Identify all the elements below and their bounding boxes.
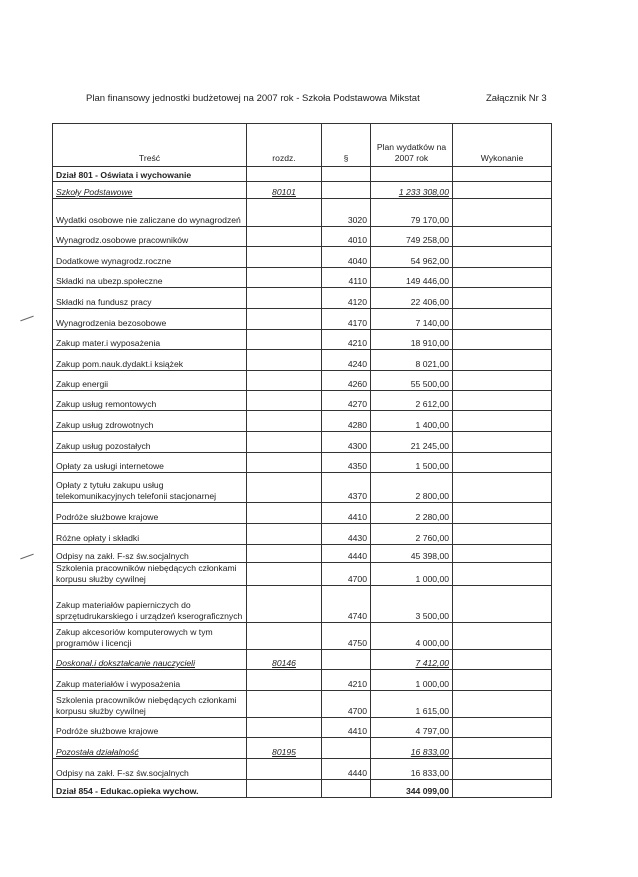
cell-description: Szkolenia pracowników niebędących członkami korpusu służby cywilnej (53, 691, 247, 718)
table-row (53, 247, 552, 268)
cell-paragraph (322, 167, 371, 182)
cell-paragraph: 4300 (322, 432, 371, 453)
cell-paragraph: 4040 (322, 247, 371, 268)
cell-plan-amount: 2 800,00 (371, 473, 453, 503)
cell-description: Odpisy na zakł. F-sz św.socjalnych (53, 759, 247, 780)
table-row (53, 227, 552, 247)
cell-paragraph (322, 780, 371, 798)
col-header-paragraph: § (322, 124, 371, 167)
cell-paragraph: 4410 (322, 503, 371, 524)
cell-plan-amount: 16 833,00 (371, 738, 453, 759)
cell-description: Zakup usług pozostałych (53, 432, 247, 453)
cell-plan-amount: 8 021,00 (371, 350, 453, 371)
cell-execution (453, 738, 552, 759)
cell-description: Odpisy na zakł. F-sz św.socjalnych (53, 545, 247, 563)
cell-paragraph (322, 182, 371, 199)
cell-rozdzial (247, 199, 322, 227)
cell-paragraph: 4260 (322, 371, 371, 391)
cell-description: Zakup akcesoriów komputerowych w tym programów i licencji (53, 623, 247, 650)
cell-rozdzial (247, 391, 322, 411)
cell-description: Różne opłaty i składki (53, 524, 247, 545)
table-row (53, 350, 552, 371)
cell-rozdzial (247, 718, 322, 738)
cell-rozdzial (247, 167, 322, 182)
cell-rozdzial (247, 330, 322, 350)
cell-rozdzial (247, 670, 322, 691)
cell-description: Szkolenia pracowników niebędących członkami korpusu służby cywilnej (53, 563, 247, 586)
cell-plan-amount (371, 167, 453, 182)
cell-rozdzial (247, 288, 322, 309)
cell-execution (453, 247, 552, 268)
cell-execution (453, 288, 552, 309)
cell-description: Opłaty za usługi internetowe (53, 453, 247, 473)
cell-description: Pozostała działalność (53, 738, 247, 759)
cell-paragraph (322, 650, 371, 670)
cell-paragraph: 4350 (322, 453, 371, 473)
cell-paragraph: 4270 (322, 391, 371, 411)
cell-rozdzial (247, 545, 322, 563)
cell-rozdzial (247, 586, 322, 623)
cell-plan-amount: 149 446,00 (371, 268, 453, 288)
budget-table (52, 123, 552, 798)
cell-paragraph: 4280 (322, 411, 371, 432)
cell-plan-amount: 2 280,00 (371, 503, 453, 524)
cell-execution (453, 503, 552, 524)
cell-description: Doskonal.i dokształcanie nauczycieli (53, 650, 247, 670)
cell-paragraph: 4210 (322, 670, 371, 691)
cell-description: Dział 801 - Oświata i wychowanie (53, 167, 247, 182)
cell-description: Wynagrodzenia bezosobowe (53, 309, 247, 330)
cell-paragraph: 4170 (322, 309, 371, 330)
cell-execution (453, 227, 552, 247)
cell-rozdzial: 80101 (247, 182, 322, 199)
cell-paragraph: 4120 (322, 288, 371, 309)
attachment-label: Załącznik Nr 3 (486, 93, 547, 104)
table-row (53, 473, 552, 503)
cell-execution (453, 411, 552, 432)
col-header-execution: Wykonanie (453, 124, 552, 167)
cell-description: Zakup usług zdrowotnych (53, 411, 247, 432)
cell-rozdzial (247, 623, 322, 650)
cell-execution (453, 371, 552, 391)
cell-plan-amount: 2 612,00 (371, 391, 453, 411)
table-header-row (53, 124, 552, 167)
cell-paragraph: 4210 (322, 330, 371, 350)
cell-plan-amount: 1 000,00 (371, 563, 453, 586)
table-row (53, 524, 552, 545)
cell-execution (453, 182, 552, 199)
table-row (53, 563, 552, 586)
cell-plan-amount: 4 797,00 (371, 718, 453, 738)
cell-paragraph: 4240 (322, 350, 371, 371)
scan-margin-mark (20, 554, 33, 560)
cell-plan-amount: 18 910,00 (371, 330, 453, 350)
cell-description: Zakup materiałów papierniczych do sprzętudrukarskiego i urządzeń kserograficznych (53, 586, 247, 623)
cell-rozdzial (247, 563, 322, 586)
table-row (53, 586, 552, 623)
col-header-rozdz: rozdz. (247, 124, 322, 167)
cell-paragraph: 4370 (322, 473, 371, 503)
subsection-row (53, 650, 552, 670)
col-header-desc: Treść (53, 124, 247, 167)
cell-description: Zakup mater.i wyposażenia (53, 330, 247, 350)
cell-description: Podróże służbowe krajowe (53, 503, 247, 524)
cell-execution (453, 718, 552, 738)
cell-plan-amount: 79 170,00 (371, 199, 453, 227)
cell-rozdzial (247, 411, 322, 432)
section-row (53, 167, 552, 182)
document-title: Plan finansowy jednostki budżetowej na 2007 rok - Szkoła Podstawowa Mikstat (86, 93, 420, 104)
cell-description: Dział 854 - Edukac.opieka wychow. (53, 780, 247, 798)
cell-execution (453, 545, 552, 563)
cell-rozdzial (247, 247, 322, 268)
table-row (53, 691, 552, 718)
table-row (53, 309, 552, 330)
cell-plan-amount: 1 615,00 (371, 691, 453, 718)
cell-paragraph: 4700 (322, 691, 371, 718)
table-row (53, 623, 552, 650)
cell-plan-amount: 1 000,00 (371, 670, 453, 691)
table-body (53, 167, 552, 798)
cell-rozdzial (247, 350, 322, 371)
cell-description: Zakup pom.nauk.dydakt.i książek (53, 350, 247, 371)
subsection-row (53, 182, 552, 199)
cell-paragraph: 4430 (322, 524, 371, 545)
table-row (53, 718, 552, 738)
cell-execution (453, 199, 552, 227)
cell-rozdzial (247, 691, 322, 718)
col-header-plan: Plan wydatków na 2007 rok (371, 124, 453, 167)
cell-description: Szkoły Podstawowe (53, 182, 247, 199)
cell-execution (453, 691, 552, 718)
cell-paragraph: 4700 (322, 563, 371, 586)
cell-rozdzial (247, 309, 322, 330)
cell-plan-amount: 21 245,00 (371, 432, 453, 453)
cell-paragraph: 4740 (322, 586, 371, 623)
table-row (53, 268, 552, 288)
cell-plan-amount: 54 962,00 (371, 247, 453, 268)
table-row (53, 371, 552, 391)
cell-description: Składki na fundusz pracy (53, 288, 247, 309)
cell-execution (453, 330, 552, 350)
cell-paragraph: 4750 (322, 623, 371, 650)
cell-paragraph: 4440 (322, 545, 371, 563)
cell-paragraph: 4440 (322, 759, 371, 780)
cell-execution (453, 309, 552, 330)
cell-description: Wydatki osobowe nie zaliczane do wynagrodzeń (53, 199, 247, 227)
cell-plan-amount: 7 140,00 (371, 309, 453, 330)
cell-paragraph (322, 738, 371, 759)
cell-execution (453, 453, 552, 473)
cell-rozdzial (247, 453, 322, 473)
cell-plan-amount: 4 000,00 (371, 623, 453, 650)
table-row (53, 411, 552, 432)
cell-paragraph: 4110 (322, 268, 371, 288)
cell-description: Wynagrodz.osobowe pracowników (53, 227, 247, 247)
cell-execution (453, 268, 552, 288)
cell-execution (453, 650, 552, 670)
cell-plan-amount: 344 099,00 (371, 780, 453, 798)
cell-paragraph: 3020 (322, 199, 371, 227)
section-row (53, 780, 552, 798)
cell-rozdzial (247, 432, 322, 453)
cell-plan-amount: 1 400,00 (371, 411, 453, 432)
cell-rozdzial (247, 371, 322, 391)
cell-rozdzial (247, 473, 322, 503)
cell-description: Podróże służbowe krajowe (53, 718, 247, 738)
cell-execution (453, 586, 552, 623)
cell-plan-amount: 1 233 308,00 (371, 182, 453, 199)
cell-execution (453, 167, 552, 182)
table-row (53, 545, 552, 563)
cell-description: Opłaty z tytułu zakupu usług telekomunikacyjnych telefonii stacjonarnej (53, 473, 247, 503)
cell-execution (453, 473, 552, 503)
cell-rozdzial: 80146 (247, 650, 322, 670)
cell-execution (453, 563, 552, 586)
cell-description: Dodatkowe wynagrodz.roczne (53, 247, 247, 268)
cell-description: Zakup materiałów i wyposażenia (53, 670, 247, 691)
cell-paragraph: 4010 (322, 227, 371, 247)
table-row (53, 432, 552, 453)
cell-execution (453, 759, 552, 780)
cell-execution (453, 432, 552, 453)
cell-rozdzial (247, 268, 322, 288)
subsection-row (53, 738, 552, 759)
cell-rozdzial (247, 524, 322, 545)
cell-rozdzial (247, 503, 322, 524)
table-row (53, 391, 552, 411)
cell-plan-amount: 3 500,00 (371, 586, 453, 623)
cell-execution (453, 780, 552, 798)
table-row (53, 670, 552, 691)
cell-rozdzial (247, 759, 322, 780)
cell-plan-amount: 45 398,00 (371, 545, 453, 563)
table-row (53, 330, 552, 350)
cell-plan-amount: 749 258,00 (371, 227, 453, 247)
cell-execution (453, 524, 552, 545)
cell-plan-amount: 7 412,00 (371, 650, 453, 670)
table-row (53, 503, 552, 524)
table-row (53, 759, 552, 780)
cell-execution (453, 670, 552, 691)
cell-plan-amount: 22 406,00 (371, 288, 453, 309)
cell-execution (453, 350, 552, 371)
scan-margin-mark (20, 316, 33, 322)
cell-plan-amount: 1 500,00 (371, 453, 453, 473)
cell-plan-amount: 16 833,00 (371, 759, 453, 780)
cell-plan-amount: 55 500,00 (371, 371, 453, 391)
cell-rozdzial: 80195 (247, 738, 322, 759)
cell-description: Zakup energii (53, 371, 247, 391)
table-row (53, 288, 552, 309)
cell-execution (453, 391, 552, 411)
cell-paragraph: 4410 (322, 718, 371, 738)
cell-plan-amount: 2 760,00 (371, 524, 453, 545)
cell-rozdzial (247, 227, 322, 247)
table-row (53, 453, 552, 473)
cell-description: Zakup usług remontowych (53, 391, 247, 411)
cell-execution (453, 623, 552, 650)
cell-description: Składki na ubezp.społeczne (53, 268, 247, 288)
cell-rozdzial (247, 780, 322, 798)
table-row (53, 199, 552, 227)
